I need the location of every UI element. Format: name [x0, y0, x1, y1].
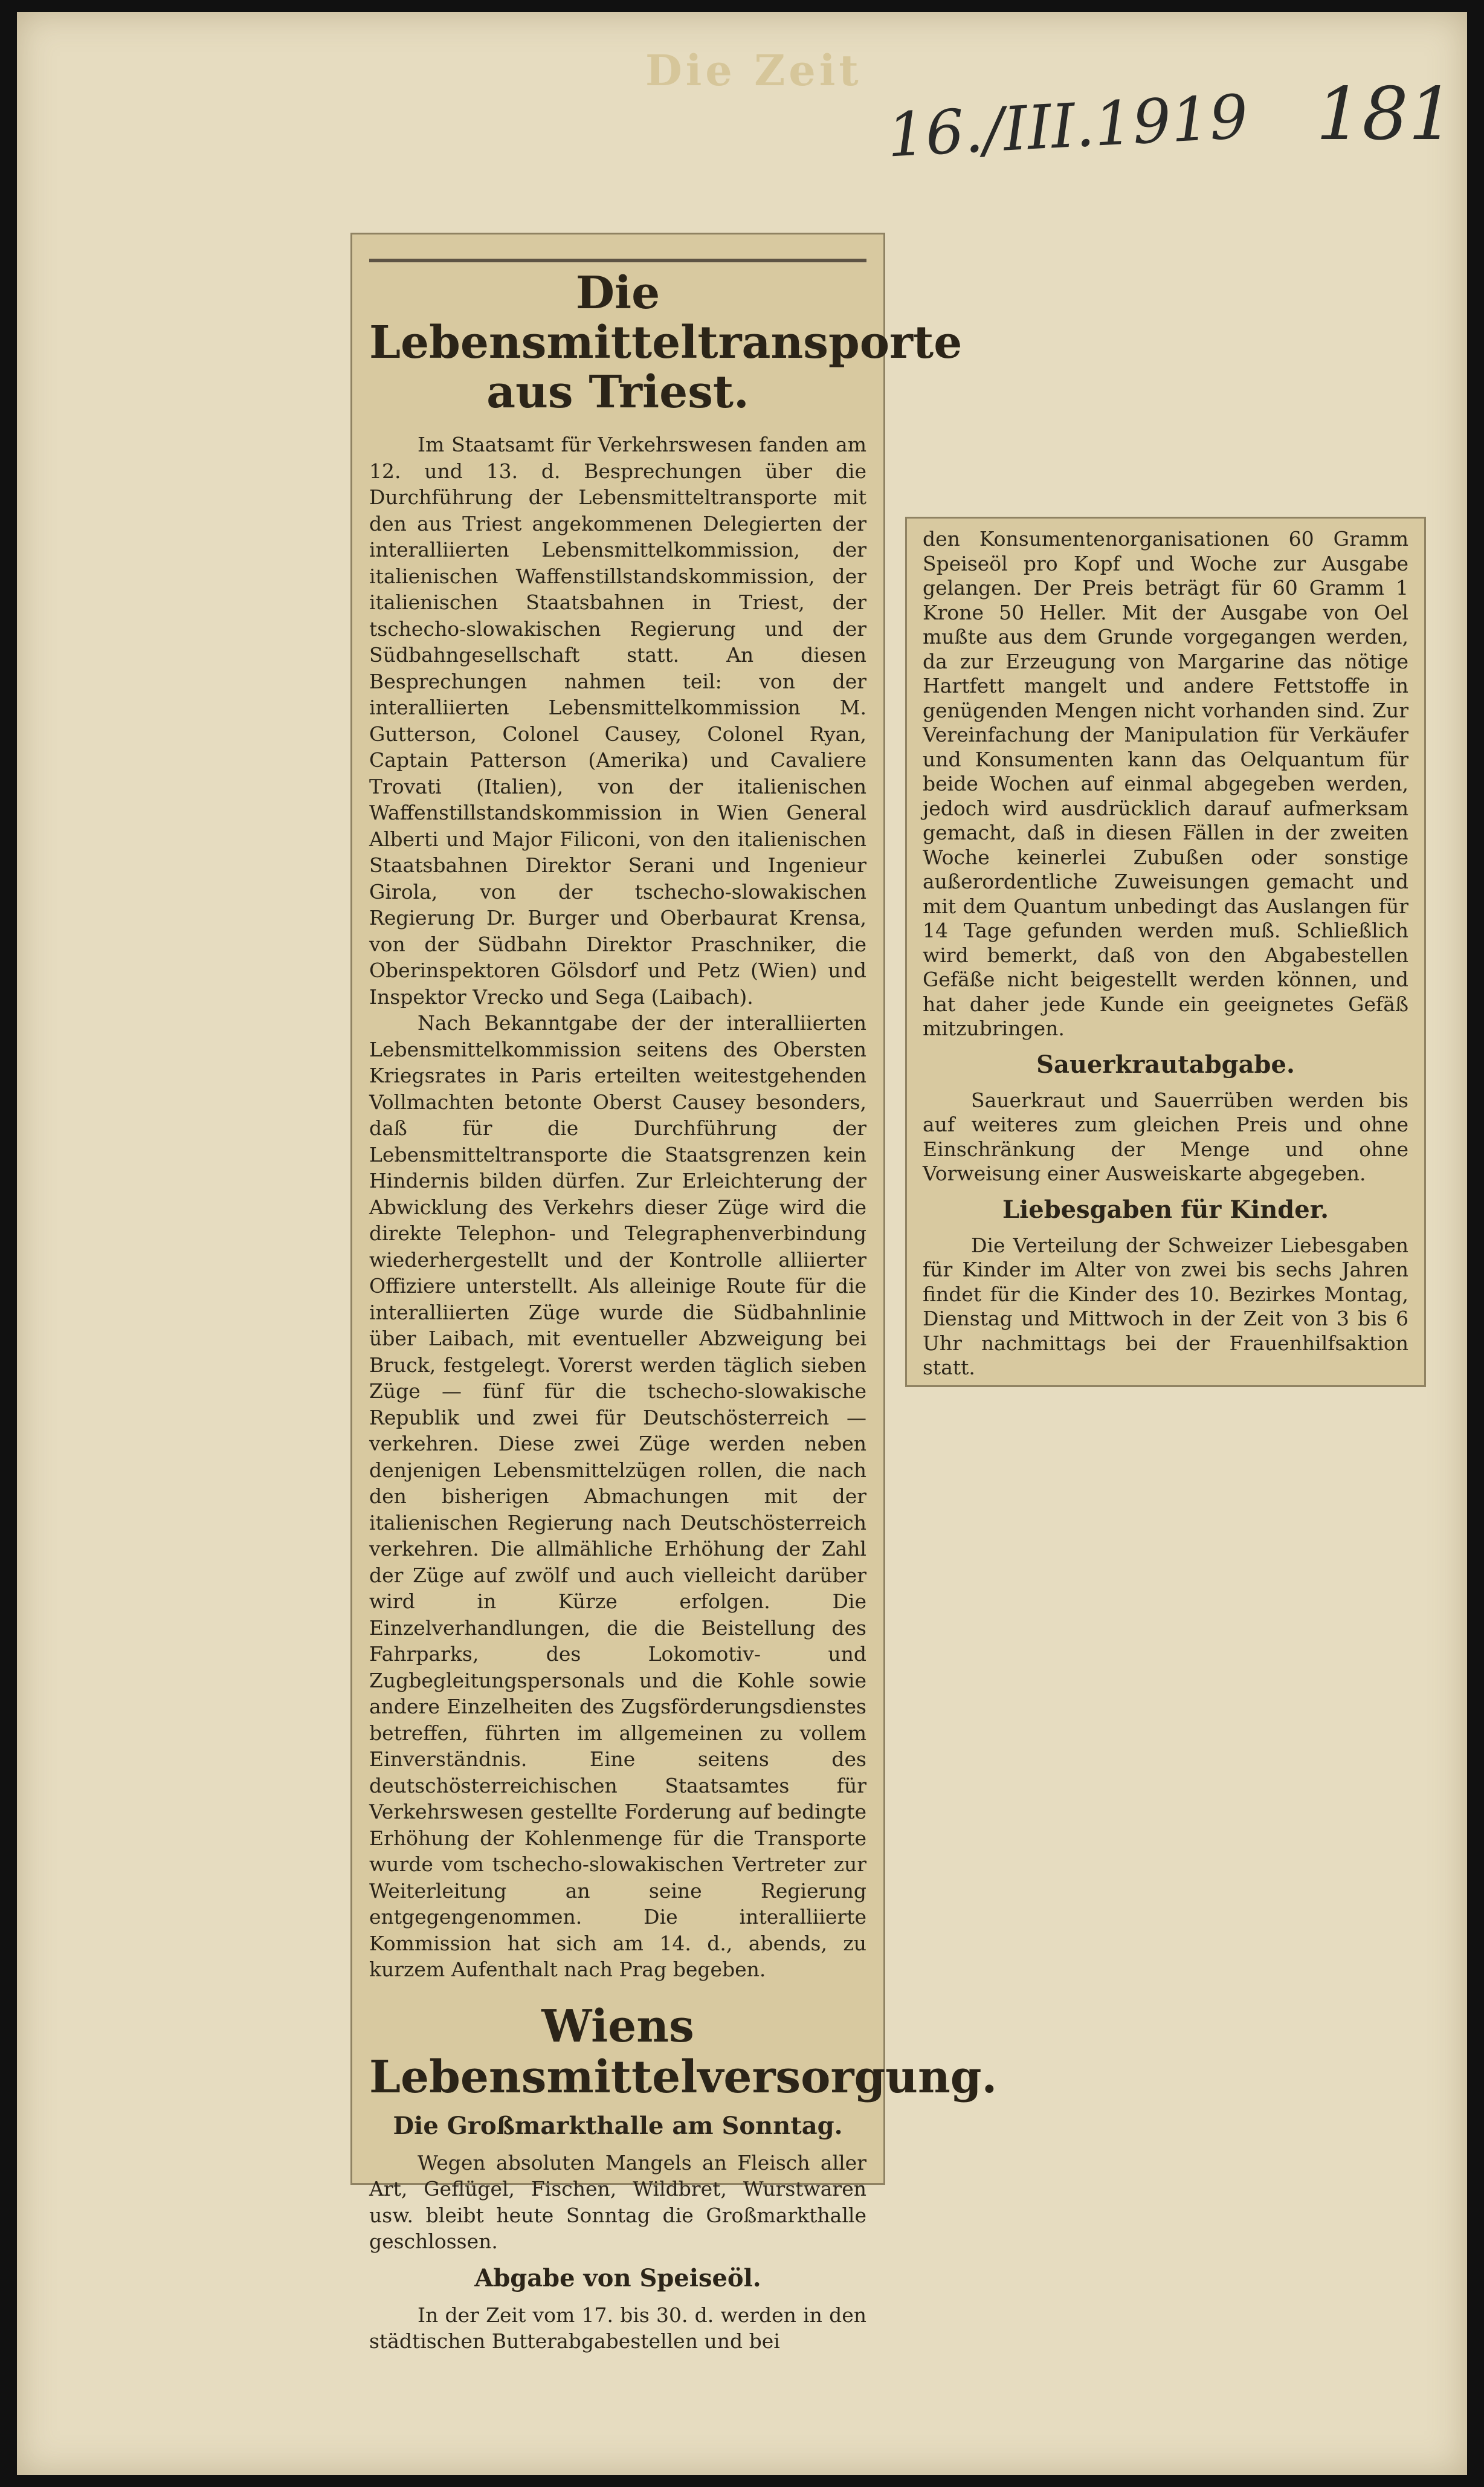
- article-paragraph-continuation: den Konsumentenorganisationen 60 Gramm Speiseöl pro Kopf und Woche zur Ausgabe gelangen. Der Preis beträgt für 60 Gramm 1 Krone 50 Heller. Mit der Ausgabe von Oel mußte aus dem Grunde vorgegangen werden, da zur Erzeugung von Margarine das nötige Hartfett mangelt und andere Fettstoffe in genügenden Mengen nicht vorhanden sind. Zur Vereinfachung der Manipulation für Verkäufer und Konsumenten kann das Oelquantum für beide Wochen auf einmal abgegeben werden, jedoch wird ausdrücklich darauf aufmerksam gemacht, daß in diesen Fällen in der zweiten Woche keinerlei Zubußen oder sonstige außerordentliche Zuweisungen gemacht und mit dem Quantum unbedingt das Auslangen für 14 Tage gefunden werden muß. Schließlich wird bemerkt, daß von den Abgabestellen Gefäße nicht beigestellt werden können, und hat daher jede Kunde ein geeignetes Gefäß mitzubringen.: [923, 527, 1408, 1040]
- subheading-sauerkraut: Sauerkrautabgabe.: [1036, 1050, 1295, 1079]
- subheading-speiseoel: Abgabe von Speiseöl.: [474, 2263, 761, 2292]
- newspaper-stamp: Die Zeit: [645, 45, 862, 95]
- article-title-transporte: Die Lebensmitteltransporte aus Triest.: [369, 259, 866, 417]
- clipping-right: [905, 517, 1426, 1387]
- article-paragraph: Nach Bekanntgabe der der interalliierten Lebensmittelkommission seitens des Obersten Kriegsrates in Paris erteilten weitestgehenden Vollmachten betonte Oberst Causey besonders, daß für die Durchführung der Lebensmitteltransporte die Staatsgrenzen kein Hindernis bilden dürfen. Zur Erleichterung der Abwicklung des Verkehrs dieser Züge wird die direkte Telephon- und Telegraphenverbindung wiederhergestellt und der Kontrolle alliierter Offiziere unterstellt. Als alleinige Route für die interalliierten Züge wurde die Südbahnlinie über Laibach, mit eventueller Abzweigung bei Bruck, festgelegt. Vorerst werden täglich sieben Züge — fünf für die tschecho-slowakische Republik und zwei für Deutschösterreich — verkehren. Diese zwei Züge werden neben denjenigen Lebensmittelzügen rollen, die nach den bisherigen Abmachungen mit der italienischen Regierung nach Deutschösterreich verkehren. Die allmähliche Erhöhung der Zahl der Züge auf zwölf und auch vielleicht darüber wird in Kürze erfolgen. Die Einzelverhandlungen, die die Beistellung des Fahrparks, des Lokomotiv- und Zugbegleitungspersonals und die Kohle sowie andere Einzelheiten des Zugsförderungsdienstes betreffen, führten im allgemeinen zu vollem Einverständnis. Eine seitens des deutschösterreichischen Staatsamtes für Verkehrswesen gestellte Forderung auf bedingte Erhöhung der Kohlenmenge für die Transporte wurde vom tschecho-slowakischen Vertreter zur Weiterleitung an seine Regierung entgegengenommen. Die interalliierte Kommission hat sich am 14. d., abends, zu kurzem Aufenthalt nach Prag begeben.: [369, 1011, 866, 1981]
- article-paragraph: Die Verteilung der Schweizer Liebesgaben für Kinder im Alter von zwei bis sechs Jahren findet für die Kinder des 10. Bezirkes Montag, Dienstag und Mittwoch in der Zeit von 3 bis 6 Uhr nachmittags bei der Frauenhilfsaktion statt.: [923, 1233, 1408, 1379]
- article-title-versorgung: Wiens Lebensmittelversorgung.: [369, 2000, 998, 2103]
- article-paragraph: Wegen absoluten Mangels an Fleisch aller Art, Geflügel, Fischen, Wildbret, Wurstwaren usw. bleibt heute Sonntag die Großmarkthalle geschlossen.: [369, 2150, 866, 2253]
- subheading-grossmarkthalle: Die Großmarkthalle am Sonntag.: [393, 2111, 843, 2140]
- article-paragraph: Sauerkraut und Sauerrüben werden bis auf weiteres zum gleichen Preis und ohne Einschränkung der Menge und ohne Vorweisung einer Ausweiskarte abgegeben.: [923, 1088, 1408, 1185]
- article-paragraph: In der Zeit vom 17. bis 30. d. werden in den städtischen Butterabgabestellen und bei: [369, 2303, 866, 2353]
- handwritten-date: 16./III.1919: [885, 81, 1250, 171]
- handwritten-page-number: 181: [1316, 73, 1455, 157]
- subheading-liebesgaben: Liebesgaben für Kinder.: [1002, 1195, 1329, 1224]
- article-paragraph: Im Staatsamt für Verkehrswesen fanden am 12. und 13. d. Besprechungen über die Durchführung der Lebensmitteltransporte mit den aus Triest angekommenen Delegierten der interalliierten Lebensmittelkommission, der italienischen Waffenstillstandskommission, der italienischen Staatsbahnen in Triest, der tschecho-slowakischen Regierung und der Südbahngesellschaft statt. An diesen Besprechungen nahmen teil: von der interalliierten Lebensmittelkommission M. Gutterson, Colonel Causey, Colonel Ryan, Captain Patterson (Amerika) und Cavaliere Trovati (Italien), von der italienischen Waffenstillstandskommission in Wien General Alberti und Major Filiconi, von den italienischen Staatsbahnen Direktor Serani und Ingenieur Girola, von der tschecho-slowakischen Regierung Dr. Burger und Oberbaurat Krensa, von der Südbahn Direktor Praschniker, die Oberinspektoren Gölsdorf und Petz (Wien) und Inspektor Vrecko und Sega (Laibach).: [369, 433, 866, 1009]
- clipping-left: [350, 233, 998, 2353]
